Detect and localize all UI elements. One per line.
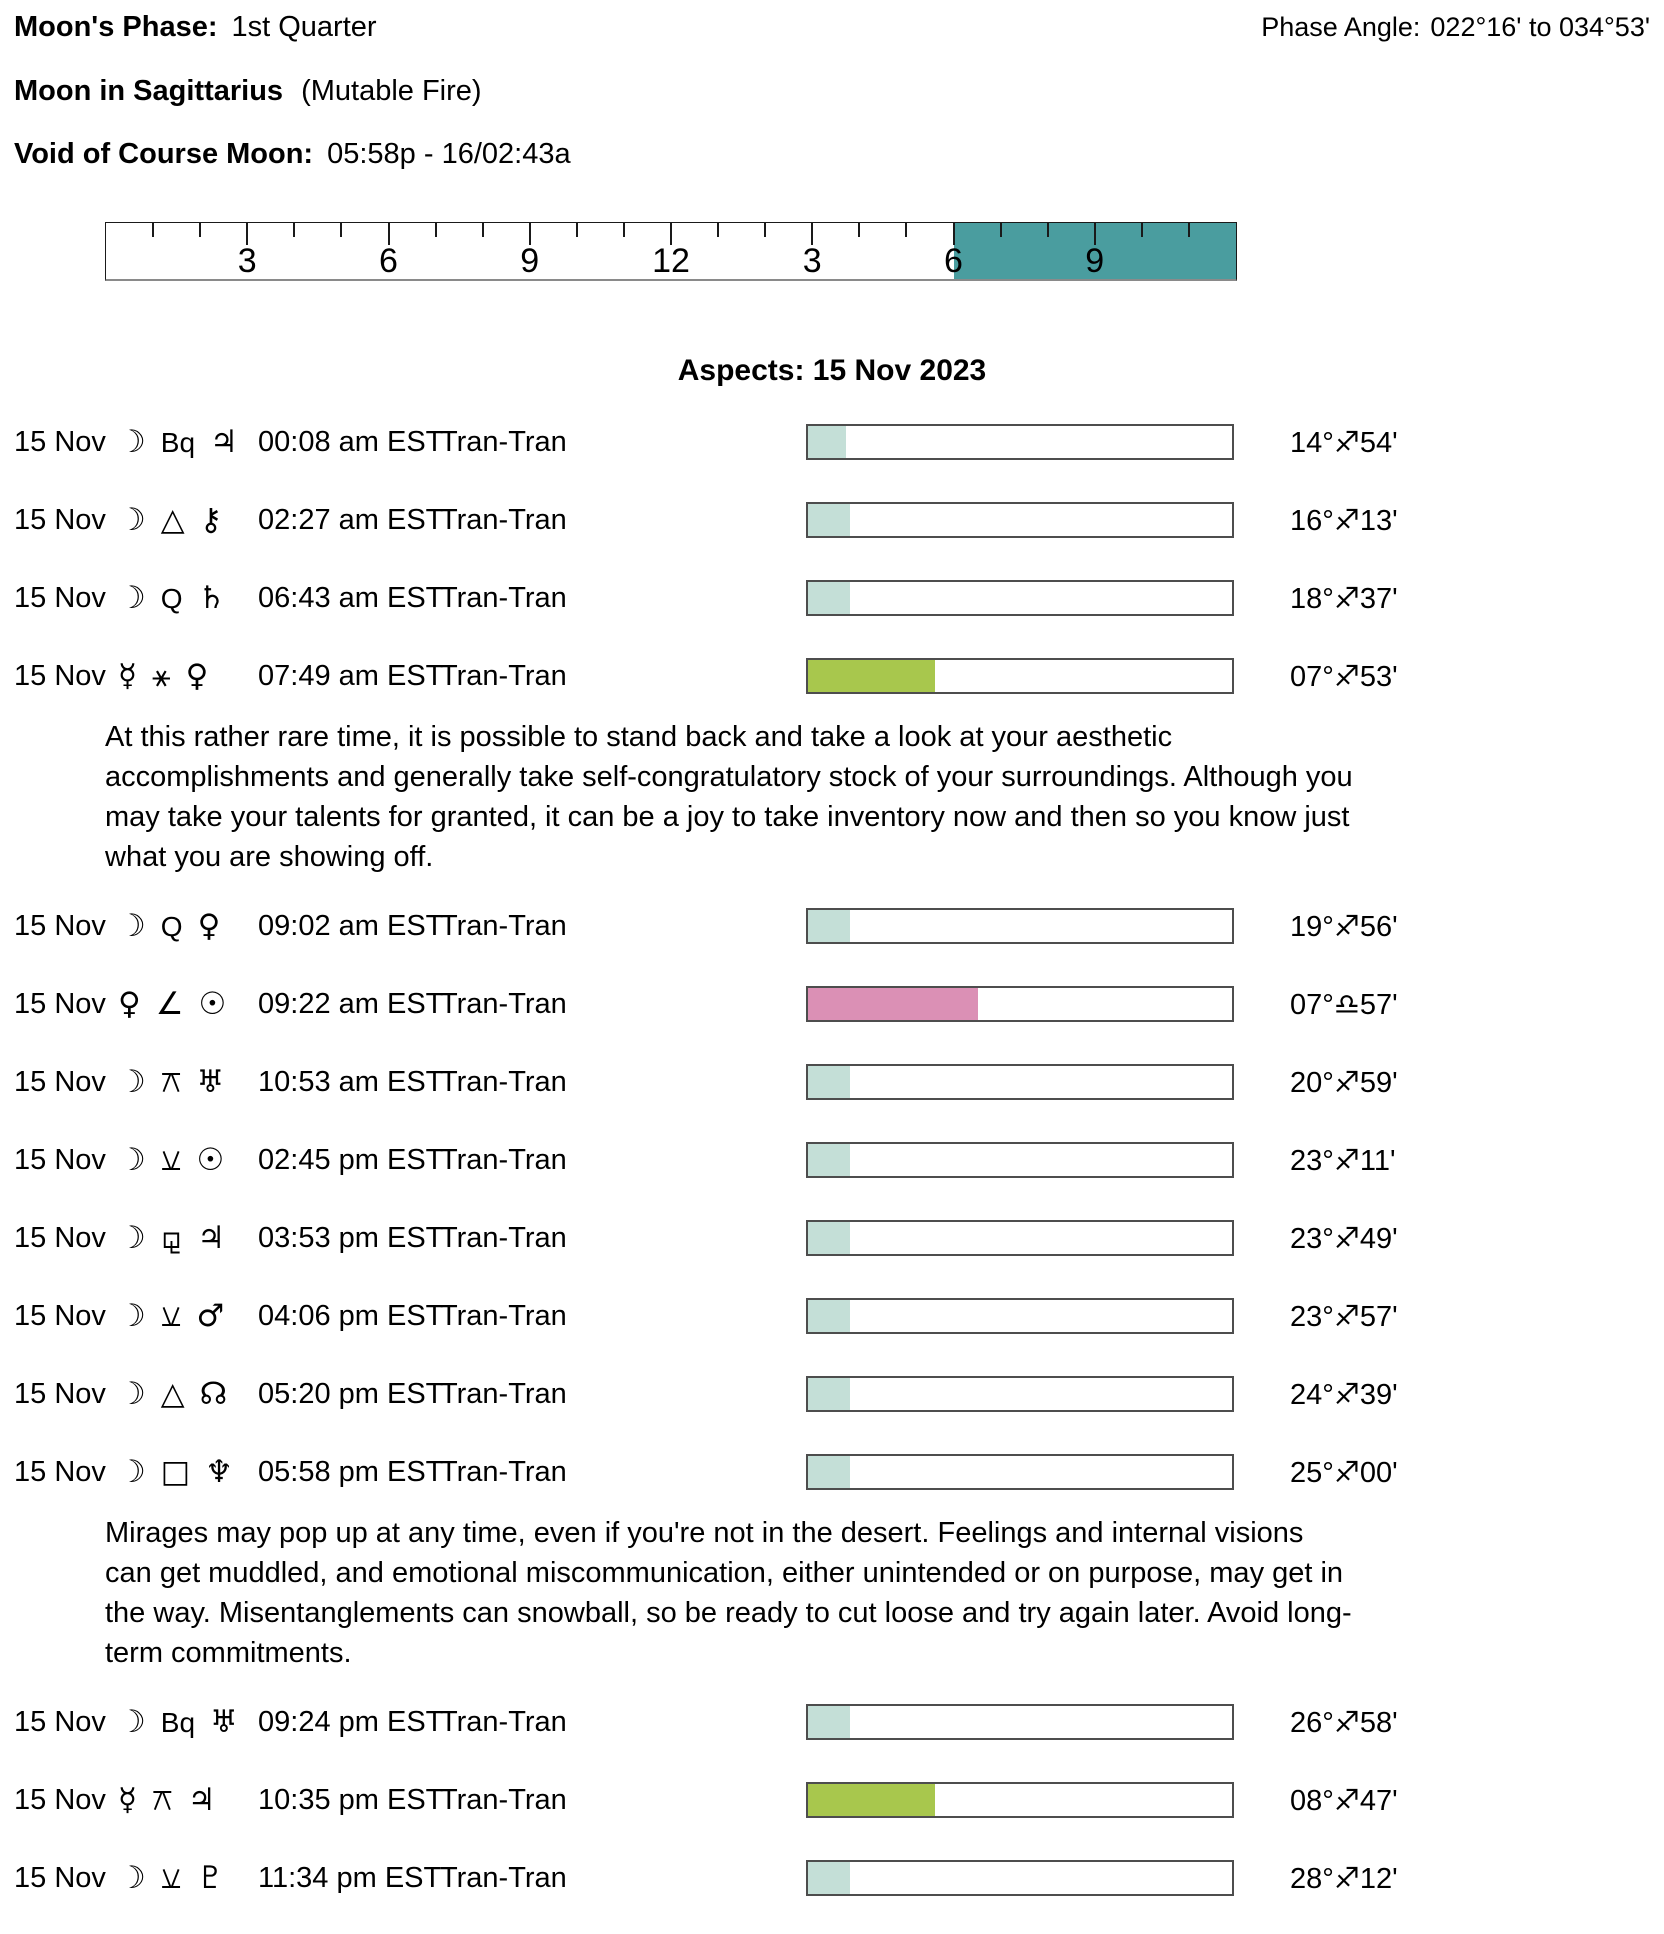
moon-icon: ☽ [118, 1703, 146, 1740]
voc-value: 05:58p - 16/02:43a [327, 138, 571, 170]
voc-line [14, 137, 1664, 172]
aspect-time: 09:24 pm EST [258, 1705, 444, 1738]
aspect-time: 00:08 am EST [258, 425, 444, 458]
orb-bar-fill [808, 660, 935, 692]
moon-icon: ☽ [118, 1859, 146, 1896]
moon-icon: ☽ [118, 1453, 146, 1490]
orb-bar [806, 1064, 1234, 1100]
venus-icon: ♀ [197, 907, 221, 944]
aspect-row [14, 1683, 1664, 1761]
moon-icon: ☽ [118, 1063, 146, 1100]
biquintile-icon: Bq [160, 1706, 196, 1738]
aspect-position [1234, 909, 1664, 944]
aspect-type: Tran-Tran [440, 659, 567, 692]
position-minutes: 37' [1359, 582, 1398, 615]
aspect-position [1234, 1377, 1664, 1412]
ruler-tick [152, 223, 154, 237]
aspect-type: Tran-Tran [440, 581, 567, 614]
sagittarius-sign-icon: ♐ [1333, 1860, 1360, 1895]
aspect-row [14, 559, 1664, 637]
aspect-type: Tran-Tran [440, 1065, 567, 1098]
ruler-tick [1047, 223, 1049, 237]
aspect-type: Tran-Tran [440, 425, 567, 458]
aspect-date: 15 Nov [14, 1065, 106, 1098]
semisextile-icon: ⚺ [160, 1141, 182, 1178]
ruler-hour-label: 9 [1085, 242, 1105, 280]
aspect-glyphs [118, 423, 258, 460]
aspect-row [14, 965, 1664, 1043]
orb-bar [806, 1704, 1234, 1740]
moon-icon: ☽ [118, 1375, 146, 1412]
aspect-time: 03:53 pm EST [258, 1221, 444, 1254]
aspect-type: Tran-Tran [440, 1783, 567, 1816]
trine-icon: △ [160, 501, 185, 538]
position-minutes: 49' [1359, 1222, 1398, 1255]
aspect-glyphs [118, 1141, 258, 1178]
aspect-row [14, 1043, 1664, 1121]
moon-icon: ☽ [118, 1141, 146, 1178]
moon-icon: ☽ [118, 907, 146, 944]
ruler-tick [1188, 223, 1190, 237]
position-minutes: 47' [1359, 1784, 1398, 1817]
aspect-glyphs [118, 1453, 258, 1490]
aspect-date: 15 Nov [14, 987, 106, 1020]
orb-bar [806, 1860, 1234, 1896]
position-degrees: 19° [1290, 910, 1334, 943]
moon-sign-line [14, 74, 1664, 109]
orb-bar-fill [808, 910, 850, 942]
ruler-tick [764, 223, 766, 237]
aspect-date: 15 Nov [14, 1455, 106, 1488]
moon-icon: ☽ [118, 1297, 146, 1334]
aspect-position [1234, 1299, 1664, 1334]
position-degrees: 23° [1290, 1144, 1334, 1177]
orb-bar-fill [808, 504, 850, 536]
aspect-glyphs [118, 1063, 258, 1100]
aspect-position [1234, 1221, 1664, 1256]
position-degrees: 14° [1290, 426, 1334, 459]
aspect-type: Tran-Tran [440, 1705, 567, 1738]
aspect-time: 09:02 am EST [258, 909, 444, 942]
ruler-hour-label: 9 [520, 242, 540, 280]
ruler-tick [858, 223, 860, 237]
position-degrees: 16° [1290, 504, 1334, 537]
ruler-tick [293, 223, 295, 237]
sun-icon: ☉ [196, 1141, 225, 1178]
position-minutes: 58' [1359, 1706, 1398, 1739]
orb-bar [806, 1142, 1234, 1178]
position-degrees: 23° [1290, 1222, 1334, 1255]
ruler-tick [435, 223, 437, 237]
voc-ruler [105, 222, 1237, 281]
aspects-list [0, 403, 1664, 1917]
aspect-type: Tran-Tran [440, 1299, 567, 1332]
neptune-icon: ♆ [205, 1453, 233, 1490]
moon-phase-value: 1st Quarter [231, 11, 377, 43]
ruler-tick [905, 223, 907, 237]
aspect-position [1234, 581, 1664, 616]
sagittarius-sign-icon: ♐ [1333, 1454, 1360, 1489]
sun-icon: ☉ [198, 985, 227, 1022]
aspect-date: 15 Nov [14, 1861, 106, 1894]
position-degrees: 26° [1290, 1706, 1334, 1739]
ruler-hour-label: 12 [652, 242, 690, 280]
aspect-row [14, 1433, 1664, 1511]
semisquare-icon: ∠ [155, 985, 184, 1022]
orb-bar-fill [808, 1784, 935, 1816]
sagittarius-sign-icon: ♐ [1333, 1704, 1360, 1739]
trine-icon: △ [160, 1375, 185, 1412]
uranus-icon: ♅ [196, 1063, 225, 1100]
sagittarius-sign-icon: ♐ [1333, 1298, 1360, 1333]
orb-bar-fill [808, 1222, 850, 1254]
aspect-row [14, 1761, 1664, 1839]
moon-icon: ☽ [118, 1219, 146, 1256]
aspect-type: Tran-Tran [440, 1455, 567, 1488]
position-minutes: 54' [1359, 426, 1398, 459]
aspect-row [14, 1199, 1664, 1277]
orb-bar-fill [808, 426, 846, 458]
aspect-glyphs [118, 1703, 258, 1740]
quincunx-icon: ⚻ [152, 1781, 173, 1818]
aspect-type: Tran-Tran [440, 1377, 567, 1410]
orb-bar [806, 580, 1234, 616]
position-minutes: 56' [1359, 910, 1398, 943]
sextile-icon: ⚹ [152, 657, 171, 694]
aspect-row [14, 1277, 1664, 1355]
sagittarius-sign-icon: ♐ [1333, 908, 1360, 943]
aspect-position [1234, 1705, 1664, 1740]
aspect-position [1234, 503, 1664, 538]
uranus-icon: ♅ [210, 1703, 238, 1740]
aspect-row [14, 1839, 1664, 1917]
ruler-hour-label: 3 [802, 242, 822, 280]
aspect-position [1234, 1065, 1664, 1100]
orb-bar-fill [808, 1066, 850, 1098]
orb-bar [806, 658, 1234, 694]
orb-bar-fill [808, 1706, 850, 1738]
aspect-position [1234, 1143, 1664, 1178]
aspect-date: 15 Nov [14, 909, 106, 942]
aspect-position [1234, 1861, 1664, 1896]
aspect-time: 05:20 pm EST [258, 1377, 444, 1410]
aspect-time: 09:22 am EST [258, 987, 444, 1020]
aspect-time: 10:35 pm EST [258, 1783, 444, 1816]
aspect-position [1234, 659, 1664, 694]
chiron-icon: ⚷ [199, 501, 223, 538]
orb-bar [806, 986, 1234, 1022]
aspect-row [14, 887, 1664, 965]
venus-icon: ♀ [118, 985, 141, 1022]
aspect-row [14, 1121, 1664, 1199]
sagittarius-sign-icon: ♐ [1333, 502, 1360, 537]
aspect-glyphs [118, 1781, 258, 1818]
aspect-date: 15 Nov [14, 503, 106, 536]
position-minutes: 11' [1359, 1144, 1396, 1177]
sagittarius-sign-icon: ♐ [1333, 424, 1360, 459]
sesquiquadrate-icon: ⚼ [160, 1219, 183, 1256]
voc-label: Void of Course Moon: [14, 138, 314, 170]
aspect-type: Tran-Tran [440, 503, 567, 536]
aspect-glyphs [118, 1297, 258, 1334]
aspect-type: Tran-Tran [440, 1861, 567, 1894]
quintile-icon: Q [160, 910, 183, 942]
mercury-icon: ☿ [118, 657, 138, 694]
aspect-date: 15 Nov [14, 581, 106, 614]
aspect-time: 06:43 am EST [258, 581, 444, 614]
orb-bar [806, 502, 1234, 538]
position-minutes: 53' [1359, 660, 1398, 693]
aspect-glyphs [118, 1859, 258, 1896]
jupiter-icon: ♃ [197, 1219, 226, 1256]
quincunx-icon: ⚻ [160, 1063, 182, 1100]
aspect-type: Tran-Tran [440, 987, 567, 1020]
phase-angle [1261, 12, 1650, 43]
aspect-glyphs [118, 907, 258, 944]
pluto-icon: ♇ [196, 1859, 225, 1896]
moon-sign-quality: (Mutable Fire) [301, 75, 482, 107]
position-degrees: 25° [1290, 1456, 1334, 1489]
phase-angle-value: 022°16' to 034°53' [1430, 12, 1650, 42]
position-minutes: 57' [1359, 988, 1398, 1021]
aspect-position [1234, 1455, 1664, 1490]
aspect-row [14, 481, 1664, 559]
mercury-icon: ☿ [118, 1781, 138, 1818]
orb-bar-fill [808, 1862, 850, 1894]
position-degrees: 28° [1290, 1862, 1334, 1895]
orb-bar-fill [808, 582, 850, 614]
aspect-date: 15 Nov [14, 1143, 106, 1176]
position-degrees: 20° [1290, 1066, 1334, 1099]
sagittarius-sign-icon: ♐ [1333, 1782, 1360, 1817]
venus-icon: ♀ [185, 657, 209, 694]
ruler-tick [1141, 223, 1143, 237]
aspect-position [1234, 1783, 1664, 1818]
libra-sign-icon: ♎ [1333, 986, 1360, 1021]
aspect-glyphs [118, 985, 258, 1022]
orb-bar-fill [808, 1456, 850, 1488]
position-degrees: 07° [1290, 660, 1334, 693]
aspect-date: 15 Nov [14, 425, 106, 458]
orb-bar [806, 1782, 1234, 1818]
aspect-row [14, 637, 1664, 715]
ruler-tick [576, 223, 578, 237]
ruler-tick [340, 223, 342, 237]
ruler-tick [482, 223, 484, 237]
aspect-time: 04:06 pm EST [258, 1299, 444, 1332]
aspects-title: Aspects: 15 Nov 2023 [677, 354, 987, 387]
position-degrees: 18° [1290, 582, 1334, 615]
position-minutes: 57' [1359, 1300, 1398, 1333]
orb-bar [806, 1298, 1234, 1334]
aspect-date: 15 Nov [14, 1377, 106, 1410]
position-minutes: 39' [1359, 1378, 1398, 1411]
quintile-icon: Q [160, 582, 183, 614]
aspect-glyphs [118, 1375, 258, 1412]
ruler-tick [199, 223, 201, 237]
moon-sign: Moon in Sagittarius [14, 75, 284, 107]
mars-icon: ♂ [196, 1297, 225, 1334]
aspect-type: Tran-Tran [440, 909, 567, 942]
semisextile-icon: ⚺ [160, 1859, 182, 1896]
ruler-hour-label: 6 [379, 242, 398, 280]
position-degrees: 07° [1290, 988, 1334, 1021]
ruler-hour-label: 3 [237, 242, 257, 280]
aspect-time: 05:58 pm EST [258, 1455, 444, 1488]
ruler-tick [1000, 223, 1002, 237]
sagittarius-sign-icon: ♐ [1333, 580, 1360, 615]
square-icon: □ [160, 1453, 191, 1490]
orb-bar-fill [808, 1300, 850, 1332]
ruler-tick [717, 223, 719, 237]
orb-bar [806, 1220, 1234, 1256]
sagittarius-sign-icon: ♐ [1333, 1142, 1360, 1177]
aspect-glyphs [118, 657, 258, 694]
position-minutes: 00' [1359, 1456, 1398, 1489]
saturn-icon: ♄ [197, 579, 226, 616]
sagittarius-sign-icon: ♐ [1333, 1376, 1360, 1411]
aspect-time: 11:34 pm EST [258, 1861, 442, 1894]
aspect-type: Tran-Tran [440, 1221, 567, 1254]
orb-bar-fill [808, 1144, 850, 1176]
aspect-note: At this rather rare time, it is possible to stand back and take a look at your aesthetic accomplishments and generally take self-congratulatory stock of your surroundings. Although you may take your talents for granted, it can be a joy to take inventory now and then so you know just what you are showing off. [105, 721, 1353, 873]
aspect-glyphs [118, 501, 258, 538]
aspect-type: Tran-Tran [440, 1143, 567, 1176]
position-minutes: 13' [1359, 504, 1398, 537]
aspect-time: 10:53 am EST [258, 1065, 444, 1098]
ruler-tick [623, 223, 625, 237]
jupiter-icon: ♃ [210, 423, 238, 460]
north-node-icon: ☊ [199, 1375, 228, 1412]
moon-icon: ☽ [118, 501, 146, 538]
aspect-time: 07:49 am EST [258, 659, 444, 692]
aspect-note: Mirages may pop up at any time, even if you're not in the desert. Feelings and internal visions can get muddled, and emotional miscommunication, either unintended or on purpose, may get in the way. Misentanglements can snowball, so be ready to cut loose and try again later. Avoid long-term commitments. [105, 1517, 1352, 1669]
sagittarius-sign-icon: ♐ [1333, 658, 1360, 693]
phase-angle-label: Phase Angle: [1261, 12, 1421, 42]
aspect-position [1234, 987, 1664, 1022]
sagittarius-sign-icon: ♐ [1333, 1220, 1360, 1255]
orb-bar [806, 424, 1234, 460]
aspect-date: 15 Nov [14, 1705, 106, 1738]
orb-bar-fill [808, 988, 978, 1020]
ruler-hour-label: 6 [944, 242, 963, 280]
semisextile-icon: ⚺ [160, 1297, 182, 1334]
position-degrees: 08° [1290, 1784, 1334, 1817]
jupiter-icon: ♃ [187, 1781, 216, 1818]
position-minutes: 59' [1359, 1066, 1398, 1099]
aspect-date: 15 Nov [14, 1783, 106, 1816]
aspect-date: 15 Nov [14, 659, 106, 692]
moon-icon: ☽ [118, 579, 146, 616]
aspect-row [14, 1355, 1664, 1433]
aspect-glyphs [118, 1219, 258, 1256]
position-degrees: 23° [1290, 1300, 1334, 1333]
aspect-position [1234, 425, 1664, 460]
moon-icon: ☽ [118, 423, 146, 460]
aspect-date: 15 Nov [14, 1299, 106, 1332]
aspect-row [14, 403, 1664, 481]
sagittarius-sign-icon: ♐ [1333, 1064, 1360, 1099]
position-minutes: 12' [1359, 1862, 1398, 1895]
aspect-time: 02:27 am EST [258, 503, 444, 536]
orb-bar [806, 1376, 1234, 1412]
aspect-date: 15 Nov [14, 1221, 106, 1254]
position-degrees: 24° [1290, 1378, 1334, 1411]
orb-bar [806, 908, 1234, 944]
orb-bar [806, 1454, 1234, 1490]
aspect-time: 02:45 pm EST [258, 1143, 444, 1176]
aspect-glyphs [118, 579, 258, 616]
moon-phase-label: Moon's Phase: [14, 11, 218, 43]
orb-bar-fill [808, 1378, 850, 1410]
biquintile-icon: Bq [160, 426, 196, 458]
